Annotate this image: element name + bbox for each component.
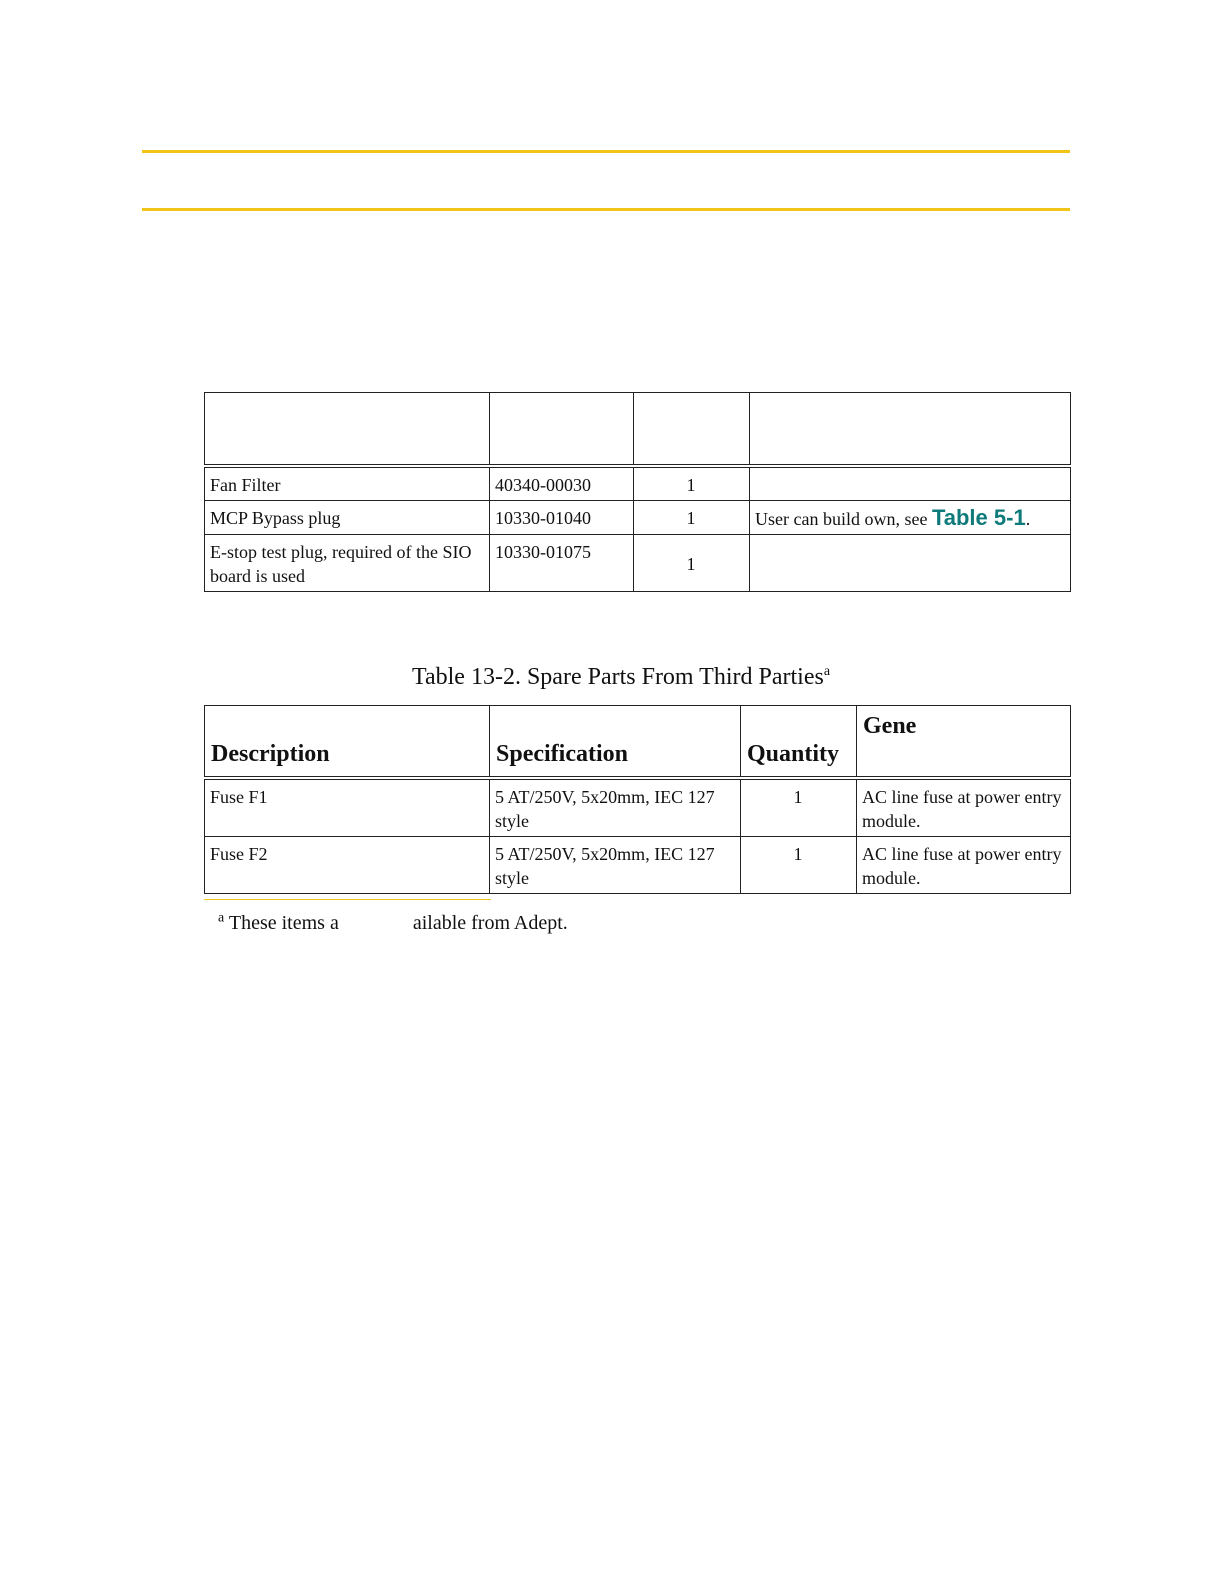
part-number: 10330-01075 <box>490 535 634 592</box>
part-quantity: 1 <box>634 501 750 535</box>
part-specification: 5 AT/250V, 5x20mm, IEC 127 style <box>490 837 741 894</box>
header-rule-bottom <box>142 208 1070 211</box>
footnote-divider <box>204 899 491 900</box>
note-suffix: . <box>1025 509 1031 529</box>
column-header-general: Gene <box>857 706 1071 779</box>
footnote-reference[interactable]: a <box>823 664 831 679</box>
table-row <box>205 535 1071 592</box>
column-header-quantity: Quantity <box>741 706 857 779</box>
part-number: 40340-00030 <box>490 466 634 501</box>
spare-parts-table-third-party <box>204 705 1071 894</box>
part-specification: 5 AT/250V, 5x20mm, IEC 127 style <box>490 778 741 837</box>
caption-text: Table 13-2. Spare Parts From Third Parties <box>412 664 824 690</box>
part-description: Fuse F2 <box>205 837 490 894</box>
footnote <box>218 910 568 936</box>
part-quantity: 1 <box>741 837 857 894</box>
table-caption <box>412 662 830 692</box>
footnote-marker: a <box>218 910 225 926</box>
part-description: Fan Filter <box>205 466 490 501</box>
column-header <box>490 393 634 467</box>
table-header-row <box>205 706 1071 779</box>
part-general: AC line fuse at power entry module. <box>857 778 1071 837</box>
table-row <box>205 778 1071 837</box>
footnote-text-end: ailable from Adept. <box>412 912 568 934</box>
part-note <box>750 466 1071 501</box>
header-rule-top <box>142 150 1070 153</box>
part-description: E-stop test plug, required of the SIO board is used <box>205 535 490 592</box>
table-5-1-link[interactable]: Table 5-1 <box>931 505 1026 530</box>
part-quantity: 1 <box>634 535 750 592</box>
column-header-specification: Specification <box>490 706 741 779</box>
table-row <box>205 837 1071 894</box>
note-text: User can build own, see <box>755 509 932 529</box>
part-quantity: 1 <box>741 778 857 837</box>
table-row <box>205 466 1071 501</box>
column-header <box>634 393 750 467</box>
column-header <box>205 393 490 467</box>
table-row <box>205 501 1071 535</box>
part-quantity: 1 <box>634 466 750 501</box>
column-header-description: Description <box>205 706 490 779</box>
part-note <box>750 501 1071 535</box>
column-header <box>750 393 1071 467</box>
spare-parts-table-adept <box>204 392 1071 592</box>
footnote-text-start: These items a <box>228 912 339 934</box>
part-description: Fuse F1 <box>205 778 490 837</box>
part-number: 10330-01040 <box>490 501 634 535</box>
part-description: MCP Bypass plug <box>205 501 490 535</box>
part-general: AC line fuse at power entry module. <box>857 837 1071 894</box>
table-header-row <box>205 393 1071 467</box>
part-note <box>750 535 1071 592</box>
